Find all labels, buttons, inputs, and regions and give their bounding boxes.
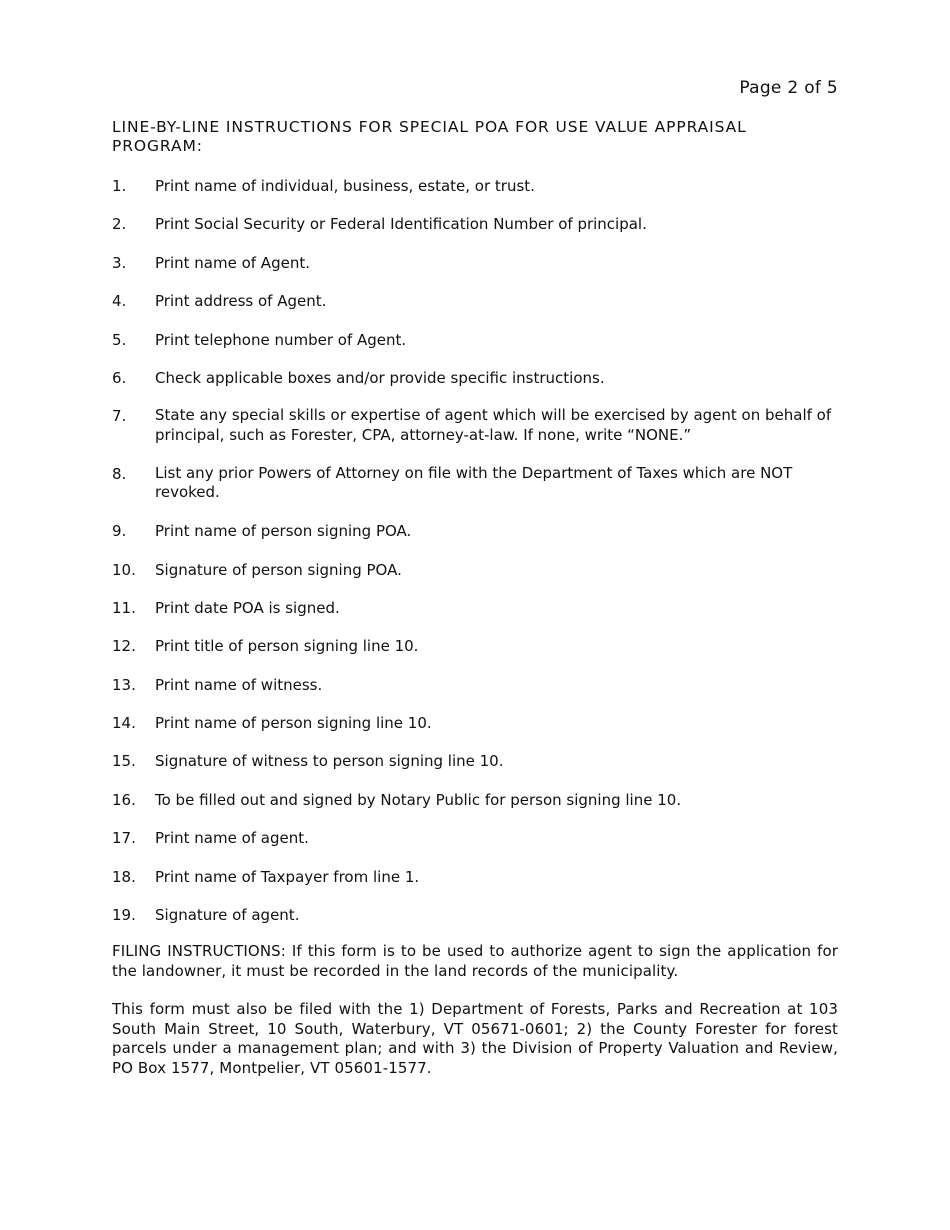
item-text: Print name of individual, business, estate, or trust. (155, 177, 535, 195)
item-text: State any special skills or expertise of agent which will be exercised by agent on behalf of principal, such as Forester, CPA, attorney-at-law. If none, write “NONE.” (155, 406, 832, 444)
list-item (112, 713, 840, 733)
list-item (112, 176, 840, 196)
item-text: Print name of agent. (155, 829, 309, 848)
item-text: Signature of agent. (155, 906, 300, 925)
list-item (112, 291, 840, 311)
item-text: Check applicable boxes and/or provide specific instructions. (155, 368, 605, 387)
item-text: Signature of person signing POA. (155, 560, 402, 579)
list-item (112, 675, 840, 695)
item-text: Print address of Agent. (155, 292, 327, 311)
list-item (112, 464, 840, 503)
item-text: Signature of witness to person signing line 10. (155, 752, 504, 771)
item-number: 3. (112, 253, 127, 272)
filing-instructions: FILING INSTRUCTIONS: If this form is to be used to authorize agent to sign the application for the landowner, it must be recorded in the land records of the municipality. (112, 942, 838, 980)
list-item (112, 828, 840, 848)
filing-addresses: This form must also be filed with the 1) Department of Forests, Parks and Recreation at 103 South Main Street, 10 South, Waterbury, VT 05671-0601; 2) the County Forester for forest parcels under a management plan; and with 3) the Division of Property Valuation and Review, PO Box 1577, Montpelier, VT 05601-1577. (112, 1000, 838, 1078)
item-text: Print name of Taxpayer from line 1. (155, 867, 420, 886)
item-number: 10. (112, 560, 136, 579)
list-item (112, 368, 840, 388)
page-number: Page 2 of 5 (739, 78, 838, 98)
item-number: 13. (112, 675, 136, 694)
item-number: 2. (112, 215, 127, 234)
list-item (112, 636, 840, 656)
item-number: 16. (112, 790, 136, 809)
item-text: Print name of Agent. (155, 253, 310, 272)
item-number: 6. (112, 368, 127, 387)
item-number: 17. (112, 829, 136, 848)
list-item (112, 560, 840, 580)
list-item (112, 598, 840, 618)
item-text: List any prior Powers of Attorney on file with the Department of Taxes which are NOT revoked. (155, 463, 793, 502)
list-item (112, 867, 840, 887)
item-number: 14. (112, 714, 136, 733)
item-number: 7. (112, 407, 127, 426)
list-item (112, 905, 840, 925)
list-item (112, 214, 840, 234)
list-item (112, 330, 840, 350)
item-number: 9. (112, 522, 127, 541)
item-text: Print name of person signing POA. (155, 522, 412, 541)
item-number: 4. (112, 292, 127, 311)
item-text: Print name of witness. (155, 675, 323, 694)
item-number: 1. (112, 177, 127, 195)
item-number: 18. (112, 867, 136, 886)
item-number: 5. (112, 330, 127, 349)
list-item (112, 521, 840, 541)
item-text: To be filled out and signed by Notary Public for person signing line 10. (155, 790, 682, 809)
list-item (112, 253, 840, 273)
item-text: Print date POA is signed. (155, 598, 340, 617)
item-number: 12. (112, 637, 136, 656)
item-text: Print telephone number of Agent. (155, 330, 407, 349)
item-text: Print Social Security or Federal Identification Number of principal. (155, 215, 647, 234)
item-number: 8. (112, 464, 127, 483)
list-item (112, 790, 840, 810)
list-item (112, 751, 840, 771)
instructions-heading: LINE-BY-LINE INSTRUCTIONS FOR SPECIAL POA FOR USE VALUE APPRAISAL PROGRAM: (112, 118, 747, 155)
item-text: Print name of person signing line 10. (155, 714, 432, 733)
instruction-list (112, 176, 840, 943)
item-number: 11. (112, 598, 136, 617)
item-text: Print title of person signing line 10. (155, 637, 419, 656)
item-number: 15. (112, 752, 136, 771)
item-number: 19. (112, 906, 136, 925)
list-item (112, 406, 840, 445)
